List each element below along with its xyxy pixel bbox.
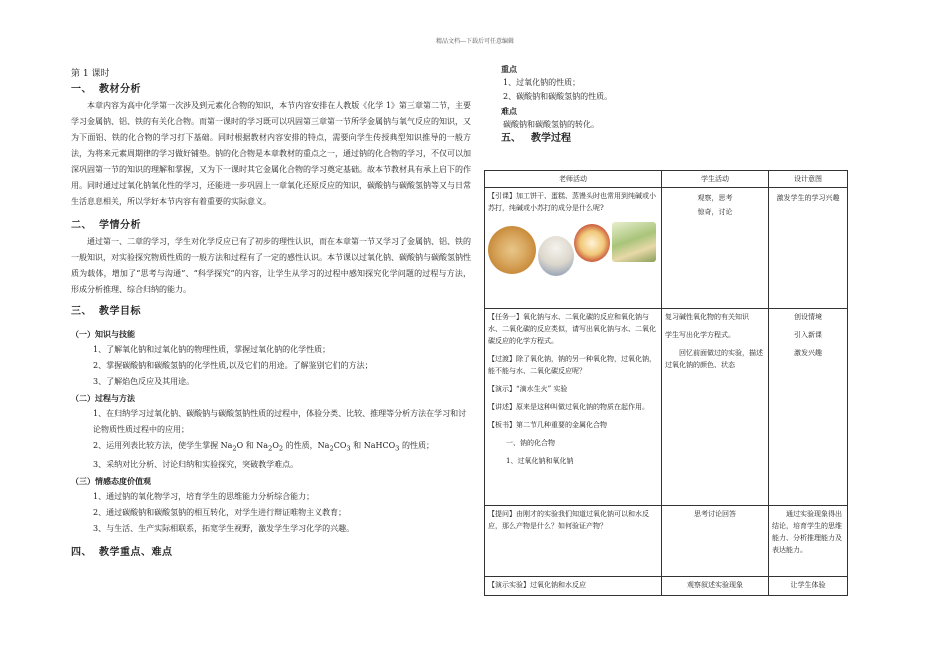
table-row bbox=[485, 506, 848, 577]
board-subheading: 一、钠的化合物 bbox=[506, 439, 555, 447]
goal-knowledge-item: 3、了解焰色反应及其用途。 bbox=[93, 377, 195, 386]
section-1-heading bbox=[71, 82, 471, 98]
goal-attitude-item: 3、与生活、生产实际相联系，拓宽学生视野，激发学生学习化学的兴趣。 bbox=[93, 523, 355, 533]
student-text: 复习碱性氧化物的有关知识 bbox=[665, 313, 749, 321]
lesson-title: 第 1 课时 bbox=[71, 69, 110, 79]
intro-text: 【引课】加工饼干、蛋糕、蒸馒头时也常用到纯碱或小苏打，纯碱或小苏打的成分是什么呢? bbox=[488, 192, 656, 212]
key-point-item: 2、碳酸钠和碳酸氢钠的性质。 bbox=[503, 92, 613, 101]
goal-knowledge-item: 2、掌握碳酸钠和碳酸氢钠的化学性质,以及它们的用途。了解鉴别它们的方法； bbox=[93, 361, 373, 370]
section-3-heading bbox=[71, 304, 471, 320]
design-cell bbox=[769, 506, 848, 577]
biscuits-photo bbox=[488, 226, 536, 274]
student-analysis-paragraph: 通过第一、二章的学习，学生对化学反应已有了初步的理性认识，而在本章第一节又学习了金属钠、铝、铁的一般知识，对实验探究物质性质的一般方法和过程有了一定的感性认识。本节课以过氧化钠、碳酸钠与碳酸氢钠性质为载体，增加了“思考与沟通”、“科学探究”的内容，让学生从学习的过程中感知探究化学问题的过程与方法，形成分析推理、综合归纳的能力。 bbox=[71, 237, 471, 294]
goal-attitude-title: （三）情感态度价值观 bbox=[71, 475, 151, 486]
header-teacher: 老师活动 bbox=[485, 171, 662, 188]
student-cell bbox=[662, 506, 769, 577]
food-photos bbox=[488, 220, 658, 282]
student-cell bbox=[662, 309, 769, 506]
table-row bbox=[485, 188, 848, 309]
right-column bbox=[501, 62, 831, 146]
demo-experiment-text: 【演示实验】过氧化钠和水反应 bbox=[488, 581, 586, 589]
section-4-heading bbox=[71, 545, 471, 561]
teacher-cell bbox=[485, 188, 662, 309]
section-5-heading bbox=[501, 132, 831, 146]
student-cell bbox=[662, 188, 769, 309]
difficulty-title: 难点 bbox=[501, 106, 517, 116]
design-cell bbox=[769, 188, 848, 309]
goal-knowledge-item: 1、了解氧化钠和过氧化钠的物理性质，掌握过氧化钠的化学性质； bbox=[93, 345, 331, 354]
section-3-title: 教学目标 bbox=[99, 306, 141, 317]
design-text: 引入新课 bbox=[794, 331, 822, 339]
board-text: 【板书】第二节几种重要的金属化合物 bbox=[488, 421, 607, 429]
cake-photo bbox=[612, 222, 656, 262]
goal-process-title: （二）过程与方法 bbox=[71, 393, 135, 403]
key-points-title: 重点 bbox=[501, 64, 517, 74]
goal-process-item: 3、采纳对比分析、讨论归纳和实验探究，突破教学难点。 bbox=[93, 459, 299, 469]
key-point-item: 1、过氧化钠的性质； bbox=[503, 78, 581, 87]
goal-attitude-item: 1、通过钠的氧化物学习，培育学生的思维能力分析综合能力； bbox=[93, 491, 315, 501]
design-text: 通过实验现象得出结论，培育学生的思维能力、分析推理能力及表达能力。 bbox=[772, 510, 842, 554]
design-text: 激发兴趣 bbox=[794, 349, 822, 357]
design-text: 创设情境 bbox=[794, 313, 822, 321]
design-cell bbox=[769, 309, 848, 506]
section-4-number: 四、 bbox=[71, 546, 92, 558]
goal-process-item: 1、在归纳学习过氧化钠、碳酸钠与碳酸氢钠性质的过程中，体验分类、比较、推理等分析方法在学习和讨论物质性质过程中的应用； bbox=[93, 409, 467, 434]
table-header-row bbox=[485, 171, 848, 188]
student-text: 观察，思考 bbox=[697, 194, 733, 202]
section-1-title: 教材分析 bbox=[99, 84, 141, 95]
section-2-number: 二、 bbox=[71, 220, 92, 231]
goal-process-item: 2、运用列表比较方法，使学生掌握 $Na_2O$ 和 $Na_2O_2$ 的性质，$Na_2CO_3$ 和 NaHCO$_3$ 的性质； bbox=[93, 441, 434, 453]
goal-attitude-item: 2、通过碳酸钠和碳酸氢钠的相互转化，对学生进行辩证唯物主义教育； bbox=[93, 507, 347, 517]
header-design: 设计意图 bbox=[769, 171, 848, 188]
transition-text: 【过渡】除了氧化钠，钠的另一种氧化物，过氧化钠，能不能与水、二氧化碳反应呢？ bbox=[488, 355, 656, 375]
teacher-cell bbox=[485, 577, 662, 596]
section-2-heading bbox=[71, 218, 471, 234]
section-5-number: 五、 bbox=[501, 133, 521, 144]
section-2-title: 学情分析 bbox=[99, 220, 141, 231]
design-text: 让学生体验 bbox=[790, 581, 826, 589]
student-text: 学生写出化学方程式。 bbox=[665, 331, 735, 339]
design-cell bbox=[769, 577, 848, 596]
header-student: 学生活动 bbox=[662, 171, 769, 188]
textbook-analysis-paragraph: 本章内容为高中化学第一次涉及到元素化合物的知识，本节内容安排在人教版《化学 1》第三章第二节，主要学习金属钠、铝、铁的有关化合物。而第一课时的学习既可以巩固第三章第一节所学金属钠与氧气反应的知识，又为下面铝、铁的化合物的学习打下基础。同时根据教材内容安排的特点，需要向学生传授典型知识推导的一般方法，为将来元素周期律的学习做好铺垫。钠的化合物是本章教材的重点之一，通过钠的化合物的学习，不仅可以加深巩固第一节的知识的理解和掌握，又为下一课时其它金属化合物的学习奠定基础。故本节教材具有承上启下的作用。同时通过过氧化钠氧化性的学习，还能进一步巩固上一章氧化还原反应的知识，碳酸钠与碳酸氢钠等又与日常生活息息相关，所以学好本节内容有着重要的实际意义。 bbox=[71, 101, 471, 206]
question-text: 【提问】由刚才的实验我们知道过氧化钠可以和水反应，那么产物是什么？如何验证产物？ bbox=[488, 510, 649, 530]
teaching-process-table bbox=[484, 170, 848, 596]
demo-text: 【演示】“滴水生火” 实验 bbox=[488, 385, 568, 393]
student-cell bbox=[662, 577, 769, 596]
section-4-title: 教学重点、难点 bbox=[99, 546, 173, 558]
section-3-number: 三、 bbox=[71, 306, 92, 317]
student-text: 惊奇，讨论 bbox=[697, 208, 733, 216]
left-column bbox=[71, 66, 471, 561]
board-item: 1、过氧化钠和氧化钠 bbox=[506, 457, 574, 465]
table-row bbox=[485, 577, 848, 596]
difficulty-text: 碳酸钠和碳酸氢钠的转化。 bbox=[503, 120, 599, 129]
student-text: 观察叙述实验现象 bbox=[687, 581, 743, 589]
task-text: 【任务一】氧化钠与水、二氧化碳的反应和氧化钠与水、二氧化碳的反应类似，请写出氧化钠与水、二氧化碳反应的化学方程式。 bbox=[488, 313, 656, 345]
section-1-number: 一、 bbox=[71, 84, 92, 95]
student-text: 回忆前面做过的实验，描述过氧化钠的颜色、状态 bbox=[665, 349, 763, 369]
teacher-cell bbox=[485, 506, 662, 577]
teacher-cell bbox=[485, 309, 662, 506]
table-row bbox=[485, 309, 848, 506]
student-text: 思考讨论回答 bbox=[694, 510, 736, 518]
pastry-photo bbox=[574, 224, 610, 262]
goal-knowledge-title: （一）知识与技能 bbox=[71, 329, 135, 339]
explain-text: 【讲述】原来是这种叫做过氧化钠的物质在起作用。 bbox=[488, 403, 649, 411]
design-text: 激发学生的学习兴趣 bbox=[776, 194, 840, 202]
buns-photo bbox=[538, 236, 574, 276]
section-5-title: 教学过程 bbox=[531, 133, 571, 144]
page-header: 精品文档---下载后可任意编辑 bbox=[435, 38, 515, 45]
